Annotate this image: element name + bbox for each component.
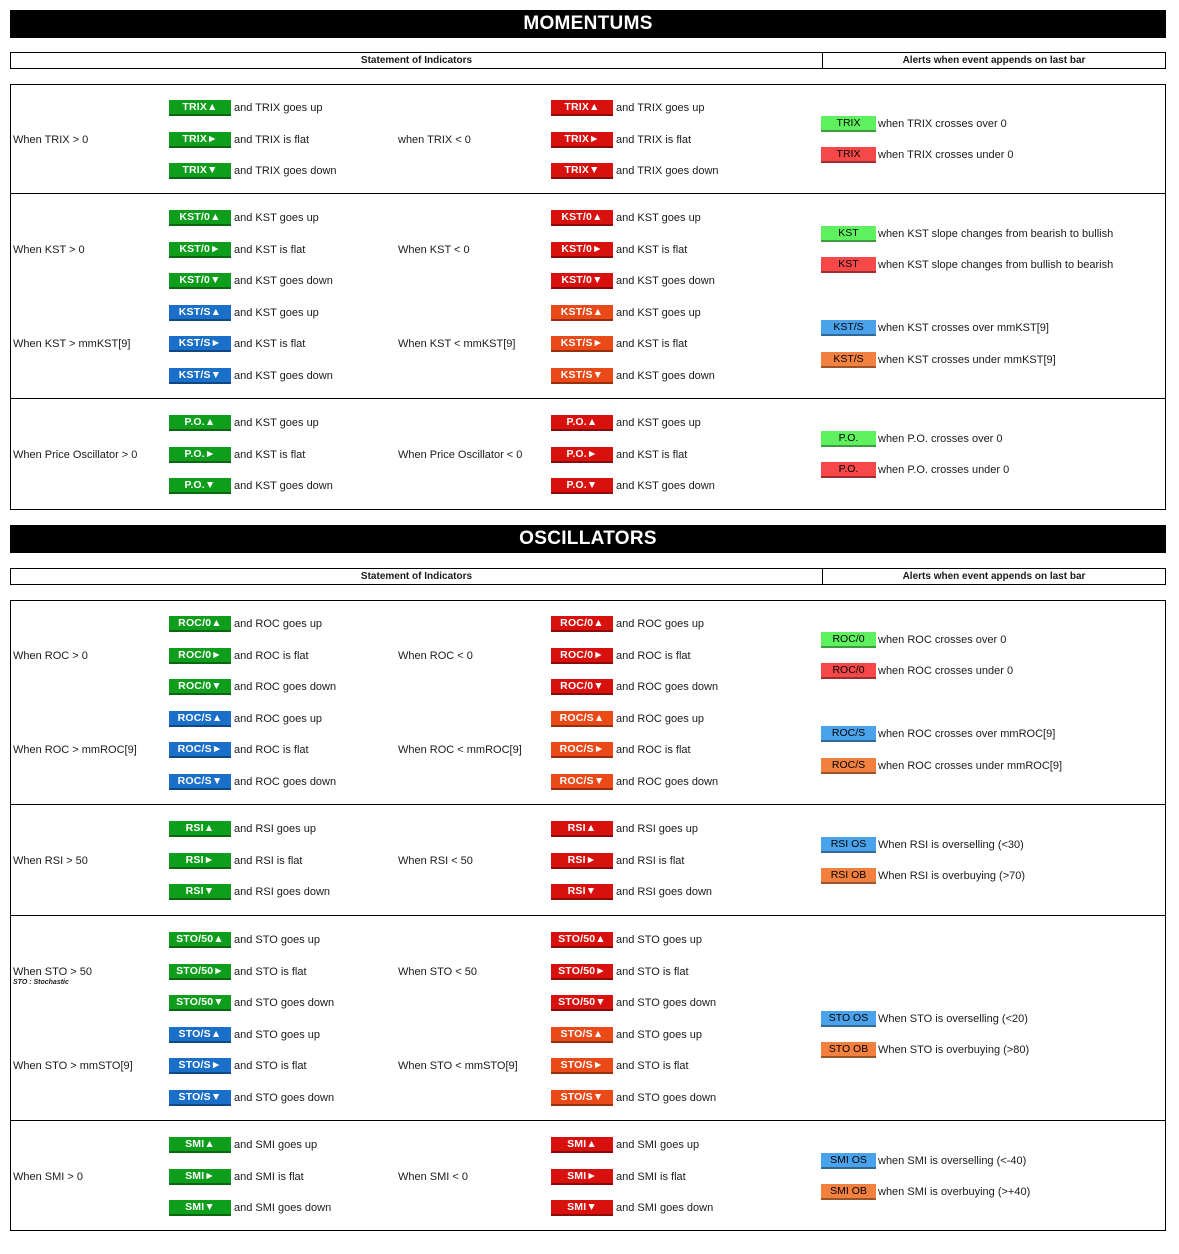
statement-header: Statement of Indicators: [11, 53, 823, 68]
alert-badge: ROC/0: [821, 632, 876, 648]
positive-condition-label: When TRIX > 0: [13, 133, 89, 146]
positive-condition-label: When RSI > 50: [13, 854, 88, 867]
state-description: and KST goes up: [234, 306, 319, 319]
section-title-banner: MOMENTUMS: [10, 10, 1166, 38]
negative-state-row: [551, 1200, 713, 1216]
negative-condition-label: When STO < 50: [398, 965, 477, 978]
alerts-header: Alerts when event appends on last bar: [902, 571, 1086, 582]
indicator-state-badge: ROC/S►: [551, 742, 613, 758]
indicator-state-badge: ROC/S▲: [169, 711, 231, 727]
state-description: and KST goes down: [234, 275, 333, 287]
state-description: and TRIX goes up: [234, 102, 323, 114]
indicator-state-badge: STO/50▼: [551, 995, 613, 1011]
positive-state-row: [169, 742, 309, 758]
alert-badge: ROC/S: [821, 726, 876, 742]
indicator-state-badge: KST/0▲: [169, 210, 231, 226]
indicator-state-badge: KST/S▼: [169, 368, 231, 384]
alert-row: [821, 632, 1006, 648]
alert-row: [821, 663, 1013, 679]
alert-description: when P.O. crosses under 0: [878, 464, 1010, 477]
negative-state-row: [551, 648, 691, 664]
negative-state-row: [551, 132, 691, 148]
indicator-state-badge: STO/50►: [551, 964, 613, 980]
positive-state-row: [169, 821, 316, 837]
positive-condition-label: When KST > mmKST[9]: [13, 338, 131, 350]
alert-description: when ROC crosses over mmROC[9]: [878, 728, 1056, 741]
state-description: and KST is flat: [234, 243, 306, 256]
negative-state-row: [551, 415, 701, 431]
indicator-state-badge: P.O.▲: [551, 415, 613, 431]
indicator-state-badge: TRIX▲: [551, 100, 613, 116]
alert-row: [821, 1184, 1030, 1200]
indicator-state-badge: RSI►: [169, 853, 231, 869]
negative-state-row: [551, 447, 687, 463]
alert-row: [821, 1011, 1028, 1027]
indicator-state-badge: ROC/S▼: [169, 774, 231, 790]
positive-state-row: [169, 478, 333, 494]
indicator-state-badge: KST/S►: [169, 336, 231, 352]
indicator-state-badge: P.O.►: [169, 447, 231, 463]
positive-state-row: [169, 1169, 304, 1185]
state-description: and STO goes up: [616, 934, 703, 946]
negative-state-row: [551, 853, 684, 869]
positive-state-row: [169, 1058, 307, 1074]
alert-row: [821, 320, 1049, 336]
positive-state-row: [169, 964, 307, 980]
indicator-state-badge: KST/0►: [551, 242, 613, 258]
state-description: and STO is flat: [616, 965, 689, 978]
indicator-state-badge: ROC/0▼: [169, 679, 231, 695]
state-description: and ROC goes up: [616, 618, 705, 630]
state-description: and ROC goes down: [234, 681, 337, 693]
positive-state-row: [169, 132, 309, 148]
condition-footnote: STO : Stochastic: [13, 978, 69, 986]
negative-condition-label: when TRIX < 0: [398, 133, 471, 146]
negative-state-row: [551, 273, 715, 289]
state-description: and STO goes up: [616, 1028, 703, 1041]
negative-condition-label: When KST < mmKST[9]: [398, 338, 516, 350]
alert-badge: KST: [821, 226, 876, 242]
indicator-state-badge: TRIX▼: [551, 163, 613, 179]
indicator-state-badge: RSI▲: [169, 821, 231, 837]
alert-row: [821, 1153, 1026, 1169]
indicator-state-badge: ROC/S►: [169, 742, 231, 758]
alert-row: [821, 1042, 1029, 1058]
state-description: and SMI goes down: [616, 1202, 714, 1214]
negative-state-row: [551, 1058, 689, 1074]
positive-state-row: [169, 336, 305, 352]
state-description: and STO is flat: [616, 1060, 689, 1072]
indicator-state-badge: SMI▼: [551, 1200, 613, 1216]
indicator-state-badge: STO/S▼: [169, 1090, 231, 1106]
indicator-state-badge: TRIX►: [551, 132, 613, 148]
indicator-state-badge: KST/0▼: [551, 273, 613, 289]
negative-condition-label: When ROC < 0: [398, 649, 473, 662]
positive-state-row: [169, 1027, 320, 1043]
indicator-state-badge: KST/S▲: [169, 305, 231, 321]
state-description: and KST is flat: [234, 448, 306, 461]
state-description: and RSI is flat: [234, 854, 303, 867]
indicator-state-badge: KST/0►: [169, 242, 231, 258]
alert-badge: KST/S: [821, 352, 876, 368]
positive-state-row: [169, 305, 319, 321]
state-description: and STO goes down: [616, 997, 717, 1009]
state-description: and ROC is flat: [616, 649, 691, 662]
positive-condition-label: When ROC > mmROC[9]: [13, 744, 137, 756]
indicator-state-badge: SMI▲: [169, 1137, 231, 1153]
alert-row: [821, 726, 1055, 742]
positive-state-row: [169, 648, 309, 664]
positive-state-row: [169, 368, 333, 384]
alert-row: [821, 758, 1062, 774]
indicator-state-badge: P.O.▲: [169, 415, 231, 431]
indicator-state-badge: ROC/S▼: [551, 774, 613, 790]
state-description: and KST is flat: [234, 338, 306, 350]
state-description: and KST goes up: [616, 306, 701, 319]
alert-badge: SMI OS: [821, 1153, 876, 1169]
section-title-banner: OSCILLATORS: [10, 525, 1166, 553]
alert-description: When RSI is overselling (<30): [878, 838, 1024, 851]
state-description: and RSI goes up: [616, 823, 698, 835]
positive-condition-label: When Price Oscillator > 0: [13, 448, 138, 461]
state-description: and TRIX is flat: [616, 133, 691, 146]
alert-badge: STO OS: [821, 1011, 876, 1027]
state-description: and KST is flat: [616, 448, 688, 461]
state-description: and ROC goes up: [234, 618, 323, 630]
positive-state-row: [169, 210, 319, 226]
alert-description: when SMI is overbuying (>+40): [878, 1186, 1031, 1199]
negative-state-row: [551, 163, 719, 179]
state-description: and KST goes up: [234, 417, 319, 429]
alert-description: when P.O. crosses over 0: [878, 432, 1003, 445]
positive-state-row: [169, 711, 322, 727]
negative-condition-label: When RSI < 50: [398, 854, 473, 867]
state-description: and KST is flat: [616, 243, 688, 256]
positive-condition-label: When KST > 0: [13, 243, 85, 256]
alert-badge: P.O.: [821, 431, 876, 447]
state-description: and KST goes down: [616, 369, 715, 382]
indicator-state-badge: SMI▲: [551, 1137, 613, 1153]
alert-row: [821, 837, 1024, 853]
indicator-state-badge: STO/50▼: [169, 995, 231, 1011]
alerts-header: Alerts when event appends on last bar: [902, 55, 1086, 66]
state-description: and KST goes down: [234, 369, 333, 382]
negative-state-row: [551, 821, 698, 837]
state-description: and RSI is flat: [616, 854, 685, 867]
state-description: and SMI goes down: [234, 1202, 332, 1214]
alert-badge: SMI OB: [821, 1184, 876, 1200]
positive-state-row: [169, 1090, 334, 1106]
state-description: and STO is flat: [234, 1060, 307, 1072]
indicator-state-badge: KST/S►: [551, 336, 613, 352]
positive-state-row: [169, 679, 336, 695]
positive-state-row: [169, 242, 305, 258]
negative-state-row: [551, 210, 701, 226]
indicator-state-badge: ROC/0►: [169, 648, 231, 664]
state-description: and ROC goes down: [234, 775, 337, 788]
negative-condition-label: When ROC < mmROC[9]: [398, 744, 522, 756]
indicator-state-badge: STO/S▼: [551, 1090, 613, 1106]
state-description: and KST goes down: [616, 275, 715, 287]
indicator-state-badge: TRIX▲: [169, 100, 231, 116]
indicator-state-badge: RSI▼: [551, 884, 613, 900]
negative-state-row: [551, 932, 702, 948]
statement-header: Statement of Indicators: [11, 569, 823, 584]
negative-state-row: [551, 478, 715, 494]
state-description: and TRIX goes down: [616, 165, 719, 177]
indicator-state-badge: SMI▼: [169, 1200, 231, 1216]
state-description: and STO is flat: [234, 965, 307, 978]
state-description: and KST is flat: [616, 338, 688, 350]
negative-state-row: [551, 1027, 702, 1043]
negative-state-row: [551, 242, 687, 258]
positive-state-row: [169, 100, 322, 116]
positive-state-row: [169, 1137, 317, 1153]
indicator-state-badge: P.O.▼: [169, 478, 231, 494]
positive-condition-label: When SMI > 0: [13, 1170, 84, 1183]
state-description: and TRIX is flat: [234, 133, 309, 146]
alert-description: When RSI is overbuying (>70): [878, 870, 1026, 883]
alert-badge: P.O.: [821, 462, 876, 478]
alert-description: when KST crosses under mmKST[9]: [878, 353, 1056, 366]
state-description: and STO goes down: [234, 1091, 335, 1104]
indicator-state-badge: ROC/0▼: [551, 679, 613, 695]
state-description: and STO goes up: [234, 1028, 321, 1041]
indicator-state-badge: ROC/S▲: [551, 711, 613, 727]
positive-condition-label: When STO > mmSTO[9]: [13, 1060, 133, 1072]
state-description: and ROC is flat: [234, 649, 309, 662]
negative-state-row: [551, 884, 712, 900]
alert-badge: KST: [821, 257, 876, 273]
indicator-state-badge: STO/50▲: [169, 932, 231, 948]
indicator-state-badge: KST/0▲: [551, 210, 613, 226]
alert-description: When STO is overbuying (>80): [878, 1044, 1030, 1057]
alert-badge: RSI OB: [821, 868, 876, 884]
negative-condition-label: When KST < 0: [398, 243, 470, 256]
state-description: and STO goes up: [234, 934, 321, 946]
negative-state-row: [551, 679, 718, 695]
negative-state-row: [551, 1169, 686, 1185]
negative-state-row: [551, 711, 704, 727]
state-description: and KST goes down: [234, 480, 333, 492]
alert-row: [821, 868, 1025, 884]
alert-row: [821, 462, 1009, 478]
state-description: and ROC is flat: [234, 744, 309, 756]
state-description: and KST goes up: [616, 417, 701, 429]
indicator-state-badge: P.O.▼: [551, 478, 613, 494]
positive-state-row: [169, 415, 319, 431]
negative-state-row: [551, 742, 691, 758]
positive-state-row: [169, 616, 322, 632]
alert-description: when SMI is overselling (<-40): [878, 1154, 1027, 1167]
indicator-state-badge: TRIX▼: [169, 163, 231, 179]
indicator-state-badge: KST/0▼: [169, 273, 231, 289]
indicator-state-badge: KST/S▼: [551, 368, 613, 384]
alert-description: when TRIX crosses under 0: [878, 149, 1014, 162]
state-description: and KST goes up: [616, 212, 701, 224]
indicator-state-badge: STO/50►: [169, 964, 231, 980]
alert-description: when KST crosses over mmKST[9]: [878, 322, 1049, 335]
alert-description: when ROC crosses under 0: [878, 665, 1014, 678]
alert-badge: KST/S: [821, 320, 876, 336]
state-description: and RSI goes up: [234, 823, 316, 835]
alert-badge: ROC/0: [821, 663, 876, 679]
alert-badge: TRIX: [821, 116, 876, 132]
state-description: and RSI goes down: [616, 886, 713, 898]
state-description: and ROC is flat: [616, 744, 691, 756]
state-description: and SMI is flat: [234, 1170, 304, 1183]
indicator-state-badge: RSI▼: [169, 884, 231, 900]
indicator-state-badge: ROC/0▲: [169, 616, 231, 632]
indicator-state-badge: STO/50▲: [551, 932, 613, 948]
alert-badge: RSI OS: [821, 837, 876, 853]
negative-condition-label: When STO < mmSTO[9]: [398, 1060, 518, 1072]
indicator-state-badge: SMI►: [551, 1169, 613, 1185]
positive-state-row: [169, 163, 337, 179]
indicator-state-badge: SMI►: [169, 1169, 231, 1185]
negative-state-row: [551, 995, 716, 1011]
indicator-state-badge: RSI►: [551, 853, 613, 869]
alert-description: when ROC crosses under mmROC[9]: [878, 759, 1062, 772]
negative-state-row: [551, 336, 687, 352]
state-description: and SMI is flat: [616, 1170, 686, 1183]
alert-description: when ROC crosses over 0: [878, 633, 1007, 646]
column-header: [10, 52, 1166, 69]
indicator-state-badge: ROC/0►: [551, 648, 613, 664]
alert-description: when TRIX crosses over 0: [878, 117, 1007, 130]
alert-description: when KST slope changes from bullish to bearish: [878, 259, 1114, 272]
state-description: and KST goes up: [234, 212, 319, 224]
alert-row: [821, 226, 1113, 242]
positive-state-row: [169, 884, 330, 900]
indicator-state-badge: ROC/0▲: [551, 616, 613, 632]
positive-condition-label: When ROC > 0: [13, 649, 88, 662]
indicator-state-badge: RSI▲: [551, 821, 613, 837]
negative-condition-label: When SMI < 0: [398, 1170, 469, 1183]
positive-state-row: [169, 447, 305, 463]
positive-state-row: [169, 995, 334, 1011]
negative-state-row: [551, 100, 704, 116]
alert-row: [821, 147, 1014, 163]
alert-row: [821, 116, 1007, 132]
alert-description: When STO is overselling (<20): [878, 1012, 1028, 1025]
state-description: and SMI goes up: [616, 1139, 700, 1151]
positive-condition-label: When STO > 50: [13, 965, 92, 978]
negative-state-row: [551, 616, 704, 632]
column-header: [10, 568, 1166, 585]
indicator-state-badge: STO/S▲: [169, 1027, 231, 1043]
state-description: and TRIX goes down: [234, 165, 337, 177]
state-description: and STO goes down: [234, 997, 335, 1009]
indicator-state-badge: STO/S►: [169, 1058, 231, 1074]
negative-state-row: [551, 368, 715, 384]
alert-badge: STO OB: [821, 1042, 876, 1058]
alert-badge: TRIX: [821, 147, 876, 163]
alert-description: when KST slope changes from bearish to bullish: [878, 227, 1114, 240]
state-description: and ROC goes down: [616, 775, 719, 788]
state-description: and TRIX goes up: [616, 102, 705, 114]
indicator-state-badge: P.O.►: [551, 447, 613, 463]
alert-badge: ROC/S: [821, 758, 876, 774]
state-description: and ROC goes down: [616, 681, 719, 693]
state-description: and SMI goes up: [234, 1139, 318, 1151]
negative-state-row: [551, 774, 718, 790]
alert-row: [821, 431, 1003, 447]
state-description: and ROC goes up: [234, 712, 323, 725]
indicator-state-badge: STO/S►: [551, 1058, 613, 1074]
indicator-state-badge: STO/S▲: [551, 1027, 613, 1043]
positive-state-row: [169, 774, 336, 790]
positive-state-row: [169, 273, 333, 289]
negative-state-row: [551, 305, 701, 321]
positive-state-row: [169, 932, 320, 948]
indicator-state-badge: TRIX►: [169, 132, 231, 148]
state-description: and RSI goes down: [234, 886, 331, 898]
positive-state-row: [169, 853, 302, 869]
state-description: and STO goes down: [616, 1091, 717, 1104]
negative-state-row: [551, 1090, 716, 1106]
negative-state-row: [551, 1137, 699, 1153]
indicator-state-badge: KST/S▲: [551, 305, 613, 321]
state-description: and ROC goes up: [616, 712, 705, 725]
state-description: and KST goes down: [616, 480, 715, 492]
alert-row: [821, 352, 1056, 368]
positive-state-row: [169, 1200, 331, 1216]
negative-condition-label: When Price Oscillator < 0: [398, 448, 523, 461]
alert-row: [821, 257, 1113, 273]
negative-state-row: [551, 964, 689, 980]
